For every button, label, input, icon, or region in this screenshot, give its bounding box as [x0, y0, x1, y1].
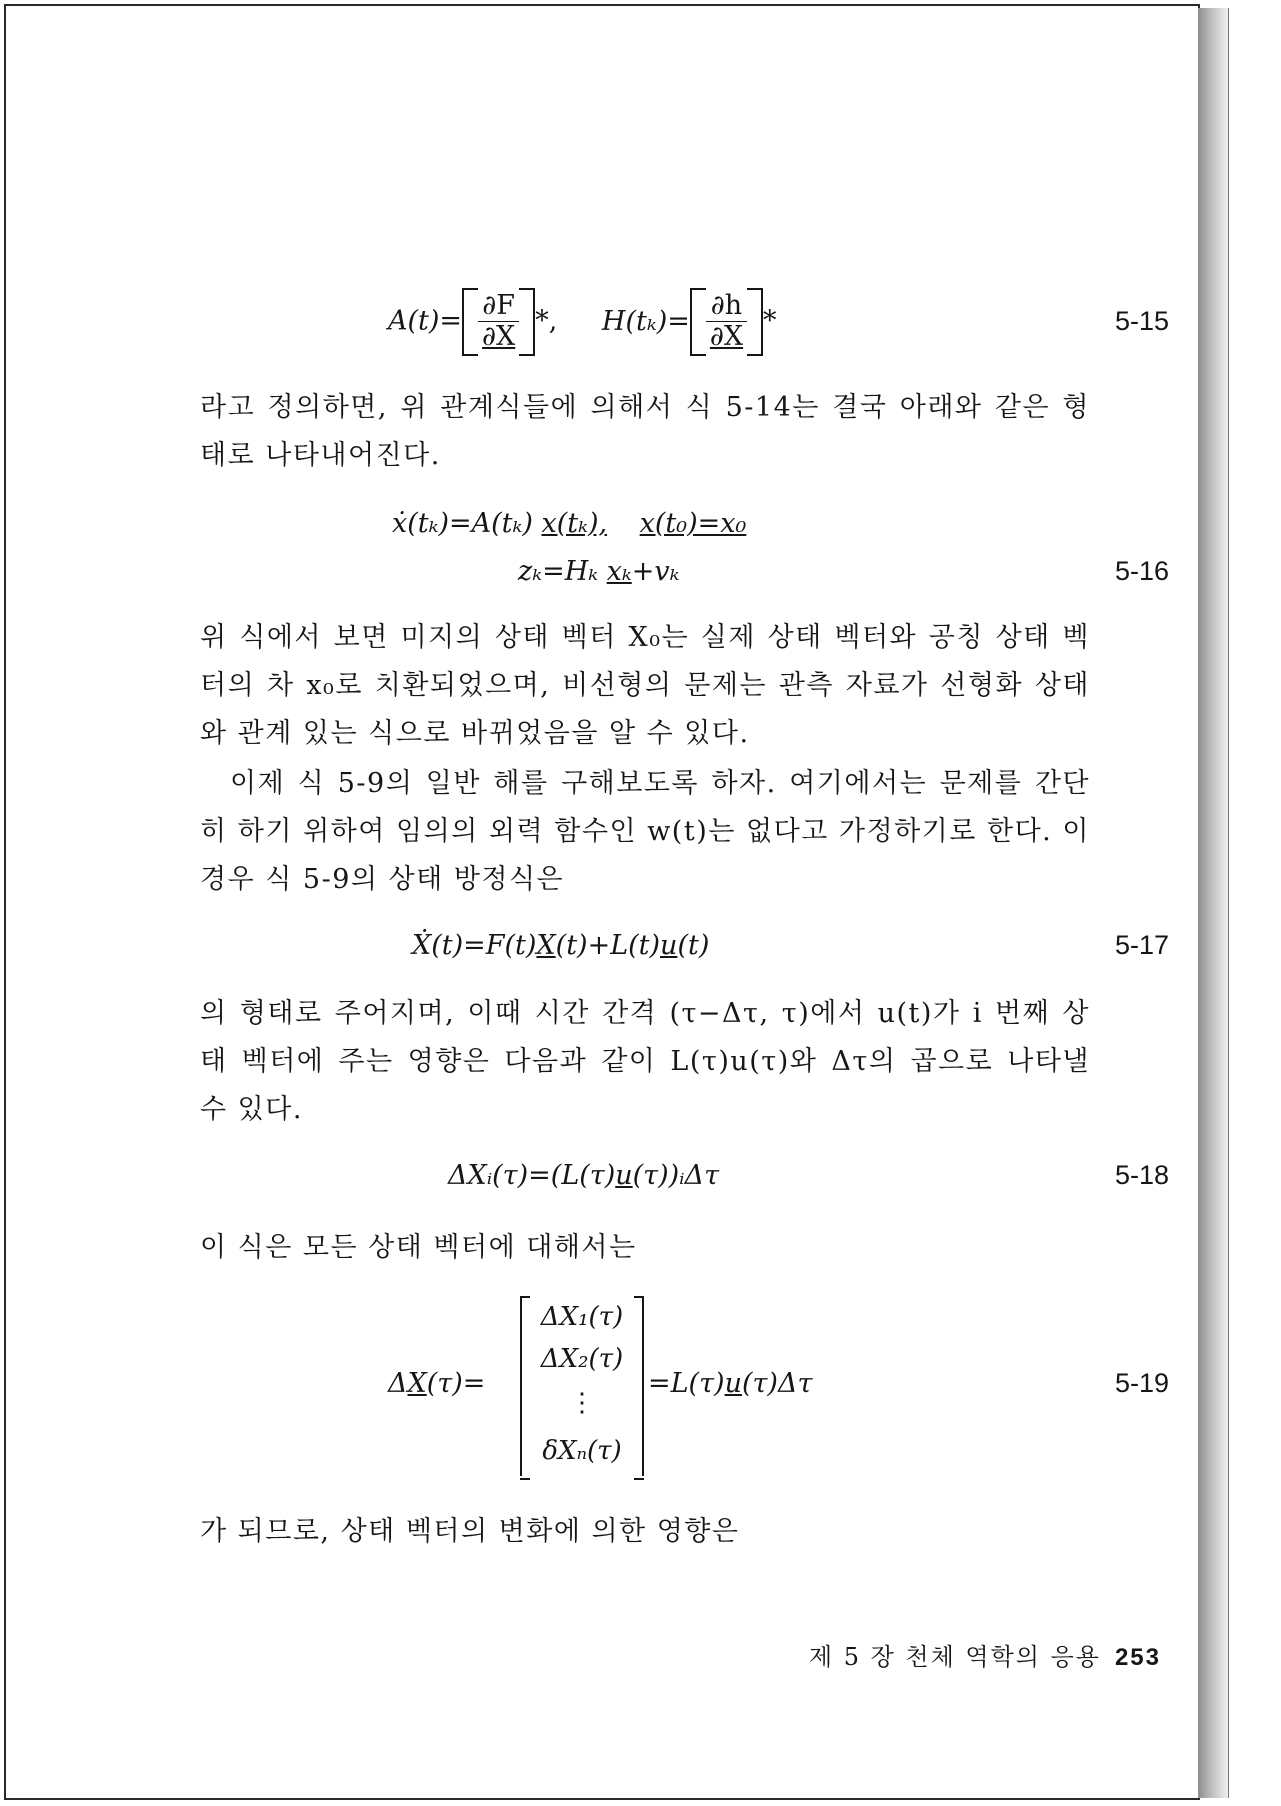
- eq16-part: x(t₀)=x₀: [639, 508, 747, 539]
- eq16-part: zₖ=Hₖ: [518, 556, 599, 587]
- paragraph-6: 가 되므로, 상태 벡터의 변화에 의한 영향은: [200, 1516, 740, 1547]
- equation-5-17: [412, 930, 709, 961]
- eq17-part: (t): [677, 930, 710, 961]
- equation-number-5-18: 5-18: [1114, 1160, 1169, 1190]
- eq15-h-lhs: H(tₖ)=: [601, 305, 690, 337]
- eq16-part: x(tₖ),: [541, 508, 608, 539]
- page-edge-shadow: [1198, 8, 1229, 1798]
- eq17-part: (t)+L(t): [555, 930, 661, 961]
- running-footer-chapter: 제 5 장 천체 역학의 응용: [808, 1643, 1101, 1671]
- eq19-part: (τ)Δτ: [741, 1368, 813, 1399]
- frac-den: ∂X: [706, 321, 747, 352]
- equation-5-18: [448, 1160, 719, 1191]
- equation-5-15: [388, 288, 777, 356]
- frac-num: ∂F: [482, 290, 515, 322]
- eq19-part: u: [724, 1368, 742, 1399]
- eq16-part: xₖ: [606, 556, 632, 587]
- fraction-dh-dX: [706, 292, 747, 351]
- page-number: 253: [1114, 1644, 1161, 1671]
- star-mark: *,: [535, 305, 558, 337]
- eq18-part: ΔXᵢ(τ)=(L(τ): [448, 1160, 616, 1191]
- fraction-dF-dX: [478, 292, 519, 351]
- paragraph-3: 이제 식 5-9의 일반 해를 구해보도록 하자. 여기에서는 문제를 간단히 하기 위하여 임의의 외력 함수인 w(t)는 없다고 가정하기로 한다. 이 경우 식 5-9의 상태 방정식은: [200, 768, 1090, 895]
- frac-den: ∂X: [478, 321, 519, 352]
- eq18-part: (τ))ᵢΔτ: [632, 1160, 720, 1191]
- equation-number-5-15: 5-15: [1114, 306, 1169, 336]
- matrix-entry: ΔX₂(τ): [540, 1344, 624, 1374]
- eq17-part: u: [660, 930, 678, 961]
- star-mark: *: [763, 305, 777, 337]
- eq17-part: Ẋ(t)=F(t): [412, 930, 537, 961]
- equation-5-19-lhs: [388, 1368, 485, 1399]
- matrix-entry: ⋮: [569, 1388, 595, 1418]
- bracket-left: [462, 288, 478, 356]
- eq19-part: (τ)=: [426, 1368, 486, 1399]
- frac-num: ∂h: [710, 290, 743, 322]
- eq16-part: ẋ(tₖ)=A(tₖ): [392, 508, 533, 539]
- equation-5-19-rhs: [648, 1368, 812, 1399]
- bracket-left: [690, 288, 706, 356]
- paragraph-1: 라고 정의하면, 위 관계식들에 의해서 식 5-14는 결국 아래와 같은 형태로 나타내어진다.: [200, 392, 1090, 471]
- column-vector-matrix: [520, 1296, 644, 1476]
- eq19-part: =L(τ): [648, 1368, 725, 1399]
- eq19-part: Δ: [388, 1368, 408, 1399]
- matrix-entry: ΔX₁(τ): [540, 1302, 624, 1332]
- equation-5-16-line2: [518, 556, 680, 587]
- equation-number-5-17: 5-17: [1114, 930, 1169, 960]
- bracket-right: [747, 288, 763, 356]
- equation-number-5-16: 5-16: [1114, 556, 1169, 586]
- eq17-part: X: [536, 930, 556, 961]
- equation-number-5-19: 5-19: [1114, 1368, 1169, 1398]
- eq16-part: +vₖ: [631, 556, 680, 587]
- bracket-right: [519, 288, 535, 356]
- matrix-entry: δXₙ(τ): [542, 1436, 622, 1466]
- paragraph-5: 이 식은 모든 상태 벡터에 대해서는: [200, 1232, 637, 1263]
- eq18-part: u: [615, 1160, 633, 1191]
- eq19-part: X: [407, 1368, 427, 1399]
- paragraph-2: 위 식에서 보면 미지의 상태 벡터 X₀는 실제 상태 벡터와 공칭 상태 벡터의 차 x₀로 치환되었으며, 비선형의 문제는 관측 자료가 선형화 상태와 관계 있는 식으로 바뀌었음을 알 수 있다.: [200, 622, 1090, 749]
- eq15-a-lhs: A(t)=: [388, 305, 463, 337]
- page-footer: [809, 1637, 1161, 1672]
- paragraph-4: 의 형태로 주어지며, 이때 시간 간격 (τ−Δτ, τ)에서 u(t)가 i 번째 상태 벡터에 주는 영향은 다음과 같이 L(τ)u(τ)와 Δτ의 곱으로 나타낼 수 있다.: [200, 998, 1090, 1125]
- equation-5-16-line1: [392, 508, 746, 539]
